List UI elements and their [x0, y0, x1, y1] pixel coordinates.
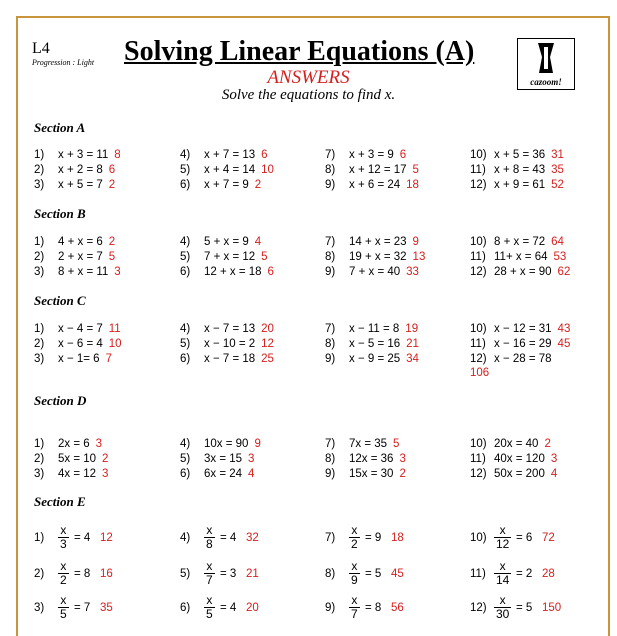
question-number: 3) — [34, 266, 45, 278]
fraction-denominator: 30 — [496, 607, 510, 621]
question-number: 8) — [325, 453, 336, 465]
answer: 4 — [248, 468, 255, 480]
question-item — [34, 178, 115, 192]
answer: 72 — [542, 532, 555, 544]
fraction-question — [325, 594, 465, 624]
answer: 18 — [391, 532, 404, 544]
question-number: 7) — [325, 149, 336, 161]
level-label: L4 — [32, 40, 50, 57]
question-number: 1) — [34, 149, 45, 161]
logo-figure-icon — [537, 43, 555, 73]
equation: 8 + x = 11 — [58, 266, 109, 278]
fraction-denominator: 14 — [496, 573, 510, 587]
equation: 8 + x = 72 — [494, 236, 546, 248]
question-item — [34, 250, 115, 264]
equation: 5 + x = 9 — [204, 236, 249, 248]
answer: 16 — [100, 568, 113, 580]
answer: 5 — [412, 164, 419, 176]
fraction — [58, 560, 69, 587]
fraction — [58, 524, 69, 551]
fraction-numerator: x — [499, 523, 506, 537]
fraction — [494, 524, 511, 551]
equation-rhs: = 2 — [516, 568, 533, 580]
fraction-question — [34, 524, 174, 554]
fraction-numerator: x — [60, 593, 67, 607]
question-number: 2) — [34, 453, 45, 465]
equation: 12x = 36 — [349, 453, 394, 465]
answer: 9 — [254, 438, 261, 450]
fraction-question — [180, 524, 320, 554]
fraction-numerator: x — [351, 593, 358, 607]
equation: x + 5 = 36 — [494, 149, 546, 161]
question-number: 10) — [470, 323, 487, 335]
question-item — [325, 337, 419, 351]
question-item — [325, 265, 419, 279]
equation-rhs: = 9 — [365, 532, 382, 544]
answer: 150 — [542, 602, 562, 614]
question-number: 3) — [34, 179, 45, 191]
fraction — [204, 594, 215, 621]
fraction-numerator: x — [351, 523, 358, 537]
fraction-question — [34, 594, 174, 624]
question-number: 5) — [180, 453, 191, 465]
fraction-denominator: 2 — [60, 573, 67, 587]
answer: 45 — [391, 568, 404, 580]
equation: 20x = 40 — [494, 438, 539, 450]
question-item — [325, 163, 419, 177]
answer: 10 — [261, 164, 274, 176]
answer: 43 — [557, 323, 571, 335]
equation-rhs: = 4 — [74, 532, 91, 544]
question-item — [180, 437, 261, 451]
logo-text: cazoom! — [530, 77, 562, 87]
answer: 20 — [246, 602, 259, 614]
answer: 5 — [108, 251, 116, 263]
fraction — [58, 594, 69, 621]
question-item — [325, 235, 419, 249]
question-number: 4) — [180, 236, 191, 248]
fraction-denominator: 7 — [351, 607, 358, 621]
fraction-numerator: x — [60, 523, 67, 537]
question-number: 3) — [34, 353, 45, 365]
equation: x + 9 = 61 — [494, 179, 546, 191]
question-number: 9) — [325, 179, 336, 191]
question-item — [34, 437, 102, 451]
question-item — [180, 163, 274, 177]
question-item — [470, 265, 570, 279]
answer: 32 — [246, 532, 259, 544]
question-number: 11) — [470, 251, 486, 263]
fraction-numerator: x — [60, 559, 67, 573]
question-item — [325, 352, 419, 366]
equation: x + 6 = 24 — [349, 179, 401, 191]
equation: 4x = 12 — [58, 468, 97, 480]
answer: 2 — [108, 179, 116, 191]
question-item — [325, 437, 399, 451]
progression-label: Progression : Light — [32, 58, 95, 67]
question-item — [180, 235, 261, 249]
question-number: 9) — [325, 468, 336, 480]
fraction — [494, 560, 511, 587]
question-number: 3) — [34, 602, 45, 614]
answer: 25 — [261, 353, 274, 365]
equation: 4 + x = 6 — [58, 236, 103, 248]
question-item — [470, 163, 564, 177]
question-number: 2) — [34, 251, 45, 263]
question-item — [34, 265, 121, 279]
equation: x + 2 = 8 — [58, 164, 103, 176]
fraction-numerator: x — [206, 523, 213, 537]
fraction-denominator: 7 — [206, 573, 213, 587]
question-number: 12) — [470, 179, 487, 191]
question-item — [180, 352, 274, 366]
question-number: 10) — [470, 236, 487, 248]
fraction-numerator: x — [499, 559, 506, 573]
answer: 3 — [550, 453, 558, 465]
question-item — [180, 250, 268, 264]
question-number: 8) — [325, 251, 336, 263]
fraction-denominator: 9 — [351, 573, 358, 587]
question-item — [470, 322, 570, 336]
question-number: 4) — [180, 323, 191, 335]
fraction-question — [34, 560, 174, 590]
answer: 12 — [261, 338, 274, 350]
answer: 3 — [102, 468, 109, 480]
question-item — [180, 467, 254, 481]
equation: 5x = 10 — [58, 453, 97, 465]
fraction-question — [180, 560, 320, 590]
fraction-numerator: x — [499, 593, 506, 607]
fraction-denominator: 2 — [351, 537, 358, 551]
question-number: 7) — [325, 532, 336, 544]
equation: x − 6 = 4 — [58, 338, 103, 350]
equation: x − 1= 6 — [58, 353, 100, 365]
question-number: 5) — [180, 568, 191, 580]
fraction — [349, 560, 360, 587]
question-item — [325, 148, 406, 162]
fraction-question — [470, 594, 610, 624]
answer: 3 — [248, 453, 255, 465]
question-number: 4) — [180, 149, 191, 161]
equation: 28 + x = 90 — [494, 266, 552, 278]
answer: 6 — [108, 164, 116, 176]
question-number: 8) — [325, 164, 336, 176]
question-number: 7) — [325, 438, 336, 450]
question-item — [470, 352, 552, 379]
equation-rhs: = 6 — [516, 532, 533, 544]
question-number: 2) — [34, 338, 45, 350]
answer: 13 — [412, 251, 426, 263]
question-item — [34, 352, 112, 366]
answer: 2 — [108, 236, 116, 248]
equation: x − 12 = 31 — [494, 323, 552, 335]
equation: x − 11 = 8 — [349, 323, 400, 335]
question-item — [470, 337, 570, 351]
fraction-question — [470, 560, 610, 590]
page-title: Solving Linear Equations (A) — [124, 36, 475, 67]
answer: 31 — [551, 149, 564, 161]
question-item — [34, 337, 122, 351]
equation: x − 16 = 29 — [494, 338, 552, 350]
answer: 106 — [470, 367, 490, 379]
fraction-numerator: x — [206, 593, 213, 607]
question-number: 5) — [180, 164, 191, 176]
question-number: 9) — [325, 353, 336, 365]
fraction — [494, 594, 511, 621]
fraction-denominator: 5 — [60, 607, 67, 621]
question-item — [470, 178, 564, 192]
question-number: 11) — [470, 338, 486, 350]
section-title: Section A — [34, 120, 86, 135]
equation: x + 5 = 7 — [58, 179, 103, 191]
question-item — [470, 250, 566, 264]
equation: x − 10 = 2 — [204, 338, 256, 350]
equation-rhs: = 8 — [365, 602, 382, 614]
question-item — [470, 452, 557, 466]
question-number: 1) — [34, 532, 45, 544]
question-number: 1) — [34, 438, 45, 450]
question-number: 6) — [180, 602, 191, 614]
equation: 15x = 30 — [349, 468, 394, 480]
question-number: 10) — [470, 438, 487, 450]
equation: 19 + x = 32 — [349, 251, 407, 263]
question-number: 6) — [180, 353, 191, 365]
question-item — [34, 467, 108, 481]
fraction — [349, 594, 360, 621]
equation-rhs: = 5 — [365, 568, 382, 580]
equation: x − 7 = 13 — [204, 323, 256, 335]
question-number: 2) — [34, 164, 45, 176]
answer: 34 — [406, 353, 419, 365]
answer: 10 — [108, 338, 122, 350]
answer: 3 — [399, 453, 406, 465]
fraction-question — [325, 524, 465, 554]
equation: 40x = 120 — [494, 453, 545, 465]
equation: x + 8 = 43 — [494, 164, 546, 176]
answer: 56 — [391, 602, 404, 614]
answer: 8 — [114, 149, 121, 161]
answer: 6 — [261, 149, 268, 161]
fraction-denominator: 8 — [206, 537, 213, 551]
equation: x + 3 = 11 — [58, 149, 109, 161]
question-item — [34, 452, 108, 466]
equation: 7 + x = 12 — [204, 251, 256, 263]
cazoom-logo — [517, 38, 575, 90]
fraction-denominator: 5 — [206, 607, 213, 621]
equation-rhs: = 3 — [220, 568, 237, 580]
question-number: 5) — [180, 338, 191, 350]
fraction-numerator: x — [351, 559, 358, 573]
equation: 10x = 90 — [204, 438, 249, 450]
answer: 45 — [557, 338, 571, 350]
equation: x − 4 = 7 — [58, 323, 103, 335]
question-item — [180, 148, 268, 162]
answer: 62 — [557, 266, 571, 278]
question-item — [325, 250, 425, 264]
question-item — [325, 452, 406, 466]
answer: 2 — [102, 453, 109, 465]
answer: 19 — [405, 323, 419, 335]
equation: 7x = 35 — [349, 438, 388, 450]
answer: 35 — [551, 164, 564, 176]
answer: 3 — [95, 438, 103, 450]
answer: 9 — [412, 236, 419, 248]
instructions: Solve the equations to find x. — [221, 87, 396, 103]
fraction-numerator: x — [206, 559, 213, 573]
answer: 3 — [114, 266, 121, 278]
equation: 6x = 24 — [204, 468, 243, 480]
question-item — [34, 163, 115, 177]
equation: x + 7 = 13 — [204, 149, 256, 161]
fraction-question — [325, 560, 465, 590]
question-number: 8) — [325, 568, 336, 580]
question-number: 12) — [470, 602, 487, 614]
question-item — [470, 467, 557, 481]
equation: x + 3 = 9 — [349, 149, 394, 161]
question-number: 1) — [34, 323, 45, 335]
question-number: 10) — [470, 149, 487, 161]
answer: 2 — [399, 468, 406, 480]
answer: 6 — [399, 149, 407, 161]
equation: x − 9 = 25 — [349, 353, 401, 365]
question-item — [34, 322, 121, 336]
question-number: 8) — [325, 338, 336, 350]
question-item — [325, 467, 406, 481]
question-number: 7) — [325, 323, 336, 335]
equation: 50x = 200 — [494, 468, 545, 480]
section-title: Section B — [34, 206, 86, 221]
question-item — [180, 322, 274, 336]
question-item — [470, 437, 551, 451]
answer: 2 — [254, 179, 262, 191]
question-number: 12) — [470, 468, 487, 480]
equation: 7 + x = 40 — [349, 266, 401, 278]
equation: 11+ x = 64 — [494, 251, 548, 263]
answer: 11 — [108, 323, 121, 335]
answer: 2 — [544, 438, 551, 450]
answer: 33 — [406, 266, 419, 278]
equation: x − 5 = 16 — [349, 338, 401, 350]
question-number: 6) — [180, 179, 191, 191]
question-item — [325, 178, 419, 192]
question-number: 6) — [180, 266, 191, 278]
answer: 5 — [393, 438, 400, 450]
answer: 64 — [551, 236, 564, 248]
section-title: Section E — [34, 494, 86, 509]
question-item — [180, 178, 261, 192]
answer: 12 — [100, 532, 113, 544]
fraction-denominator: 3 — [60, 537, 67, 551]
fraction-denominator: 12 — [496, 537, 510, 551]
answer: 4 — [550, 468, 558, 480]
fraction — [204, 560, 215, 587]
answer: 35 — [100, 602, 113, 614]
fraction — [204, 524, 215, 551]
answer: 4 — [254, 236, 262, 248]
equation: 12 + x = 18 — [204, 266, 262, 278]
equation: 3x = 15 — [204, 453, 243, 465]
question-item — [470, 235, 564, 249]
answer: 21 — [406, 338, 419, 350]
answer: 5 — [261, 251, 268, 263]
equation-rhs: = 7 — [74, 602, 91, 614]
question-item — [34, 235, 115, 249]
answers-heading: ANSWERS — [267, 67, 350, 88]
equation: x + 12 = 17 — [349, 164, 407, 176]
question-number: 10) — [470, 532, 487, 544]
question-number: 4) — [180, 532, 191, 544]
question-number: 5) — [180, 251, 191, 263]
equation-rhs: = 8 — [74, 568, 91, 580]
question-number: 9) — [325, 266, 336, 278]
answer: 21 — [246, 568, 259, 580]
answer: 7 — [105, 353, 112, 365]
question-number: 4) — [180, 438, 191, 450]
question-number: 7) — [325, 236, 336, 248]
equation: 14 + x = 23 — [349, 236, 407, 248]
question-item — [180, 452, 254, 466]
question-number: 12) — [470, 266, 487, 278]
equation: x + 4 = 14 — [204, 164, 256, 176]
section-title: Section C — [34, 293, 86, 308]
equation: x − 7 = 18 — [204, 353, 256, 365]
question-number: 2) — [34, 568, 45, 580]
question-item — [180, 337, 274, 351]
equation-rhs: = 4 — [220, 532, 237, 544]
answer: 52 — [551, 179, 564, 191]
question-number: 11) — [470, 453, 486, 465]
equation: x + 7 = 9 — [204, 179, 249, 191]
equation-rhs: = 4 — [220, 602, 237, 614]
equation: x − 28 = 78 — [494, 353, 552, 365]
fraction-question — [470, 524, 610, 554]
question-number: 12) — [470, 353, 487, 365]
answer: 18 — [406, 179, 419, 191]
equation: 2x = 6 — [58, 438, 90, 450]
question-number: 6) — [180, 468, 191, 480]
answer: 20 — [261, 323, 274, 335]
question-number: 3) — [34, 468, 45, 480]
answer: 28 — [542, 568, 555, 580]
question-number: 9) — [325, 602, 336, 614]
question-item — [470, 148, 564, 162]
question-number: 1) — [34, 236, 45, 248]
fraction-question — [180, 594, 320, 624]
answer: 6 — [267, 266, 274, 278]
fraction — [349, 524, 360, 551]
question-number: 11) — [470, 568, 486, 580]
equation: 2 + x = 7 — [58, 251, 103, 263]
question-number: 11) — [470, 164, 486, 176]
answer: 53 — [553, 251, 567, 263]
question-item — [325, 322, 418, 336]
question-item — [180, 265, 274, 279]
section-title: Section D — [34, 393, 87, 408]
equation-rhs: = 5 — [516, 602, 533, 614]
question-item — [34, 148, 121, 162]
